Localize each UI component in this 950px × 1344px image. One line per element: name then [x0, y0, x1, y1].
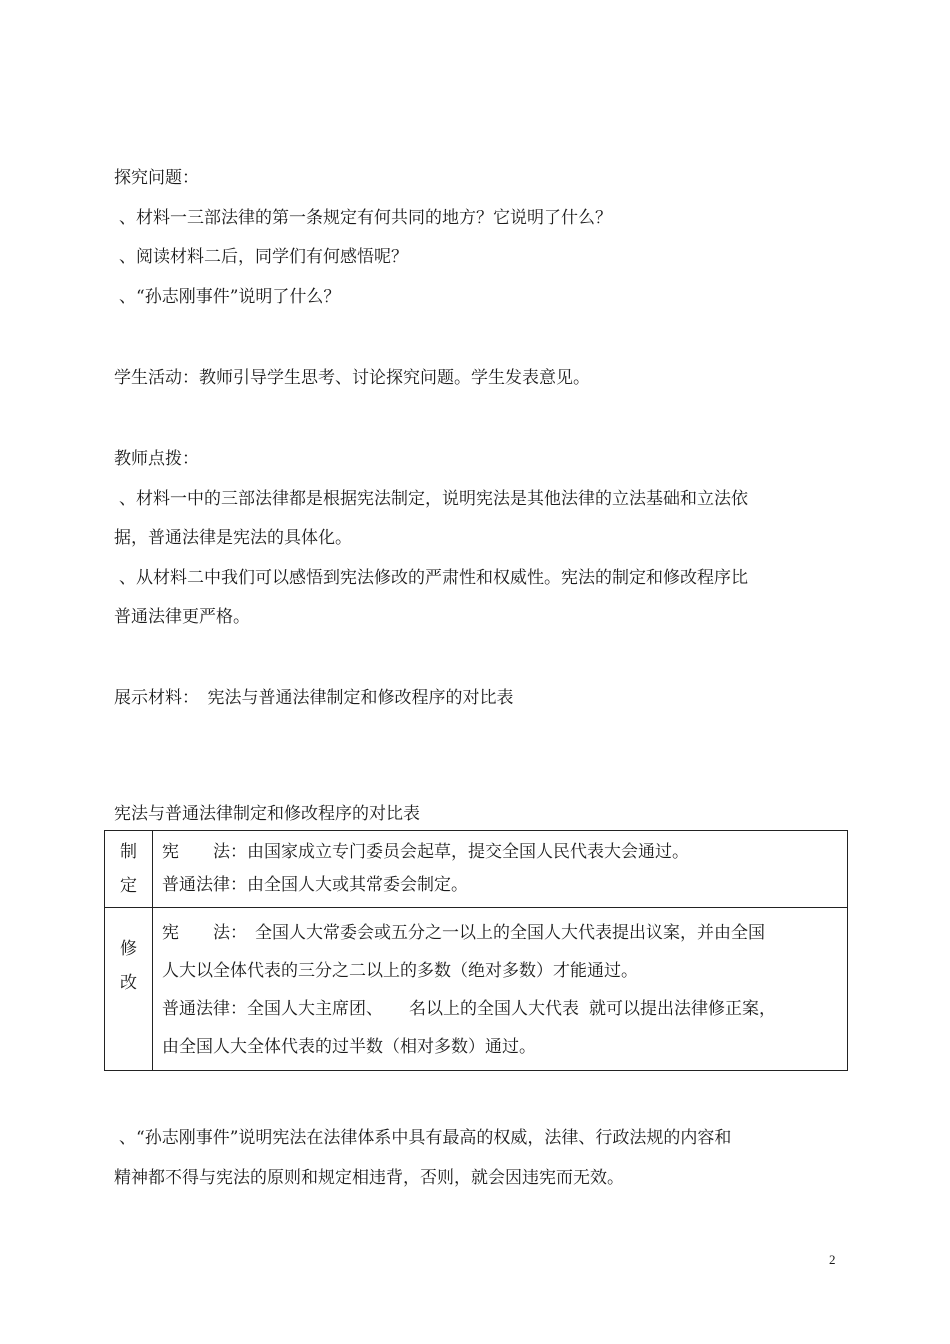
teacher-point-2-line-2: 普通法律更严格。: [114, 607, 250, 627]
inquiry-heading: 探究问题：: [114, 168, 199, 188]
ordinary-amendment-text-1b: 名以上的全国人大代表: [409, 999, 579, 1019]
ordinary-law-enactment: [162, 867, 837, 903]
table-caption: 宪法与普通法律制定和修改程序的对比表: [114, 804, 420, 824]
ordinary-label: 普通法律：: [162, 999, 247, 1019]
inquiry-question-2: 、阅读材料二后，同学们有何感悟呢？: [119, 247, 408, 267]
constitution-enactment: [162, 837, 837, 867]
constitution-enactment-text: 由国家成立专门委员会起草，提交全国人民代表大会通过。: [247, 842, 689, 862]
row-head-char: 改: [120, 973, 137, 993]
table-row-enactment: [105, 831, 848, 908]
page-number: 2: [829, 1252, 836, 1267]
table-row-amendment: [105, 908, 848, 1071]
constitution-amendment-text-1: 全国人大常委会或五分之一以上的全国人大代表提出议案，并由全国: [255, 923, 765, 943]
teacher-point-1-line-1: 、材料一中的三部法律都是根据宪法制定，说明宪法是其他法律的立法基础和立法依: [119, 489, 748, 509]
conclusion-line-2: 精神都不得与宪法的原则和规定相违背，否则，就会因违宪而无效。: [114, 1168, 624, 1188]
row-body-amendment: [153, 908, 848, 1071]
constitution-label: 宪: [162, 842, 179, 862]
ordinary-label: 普通法律：: [162, 875, 247, 895]
constitution-label: 宪: [162, 923, 179, 943]
ordinary-amendment-line-1: [162, 990, 837, 1028]
teacher-point-2-line-1: 、从材料二中我们可以感悟到宪法修改的严肃性和权威性。宪法的制定和修改程序比: [119, 568, 748, 588]
ordinary-enactment-text: 由全国人大或其常委会制定。: [247, 875, 468, 895]
comparison-table: [104, 830, 848, 1071]
constitution-label-2: 法：: [213, 923, 247, 943]
row-head-char: 定: [120, 876, 137, 896]
ordinary-amendment-text-1a: 全国人大主席团、: [247, 999, 383, 1019]
row-head-char: 修: [120, 939, 137, 959]
constitution-label-2: 法：: [213, 842, 247, 862]
teacher-heading: 教师点拨：: [114, 449, 199, 469]
constitution-amendment-line-2: 人大以全体代表的三分之二以上的多数（绝对多数）才能通过。: [162, 961, 638, 981]
ordinary-amendment-line-2: 由全国人大全体代表的过半数（相对多数）通过。: [162, 1037, 536, 1057]
constitution-amendment-line-1: [162, 914, 837, 952]
ordinary-amendment-text-1c: 就可以提出法律修正案，: [589, 999, 776, 1019]
row-head-char: 制: [120, 842, 137, 862]
row-head-enactment: [105, 831, 153, 908]
inquiry-question-1: 、材料一三部法律的第一条规定有何共同的地方？它说明了什么？: [119, 208, 612, 228]
conclusion-line-1: 、“孙志刚事件”说明宪法在法律体系中具有最高的权威，法律、行政法规的内容和: [119, 1128, 732, 1148]
teacher-point-1-line-2: 据，普通法律是宪法的具体化。: [114, 528, 352, 548]
inquiry-question-3: 、“孙志刚事件”说明了什么？: [119, 287, 341, 307]
row-body-enactment: [153, 831, 848, 908]
show-material: 展示材料： 宪法与普通法律制定和修改程序的对比表: [114, 688, 514, 708]
student-activity: 学生活动：教师引导学生思考、讨论探究问题。学生发表意见。: [114, 368, 590, 388]
row-head-amendment: [105, 908, 153, 1071]
